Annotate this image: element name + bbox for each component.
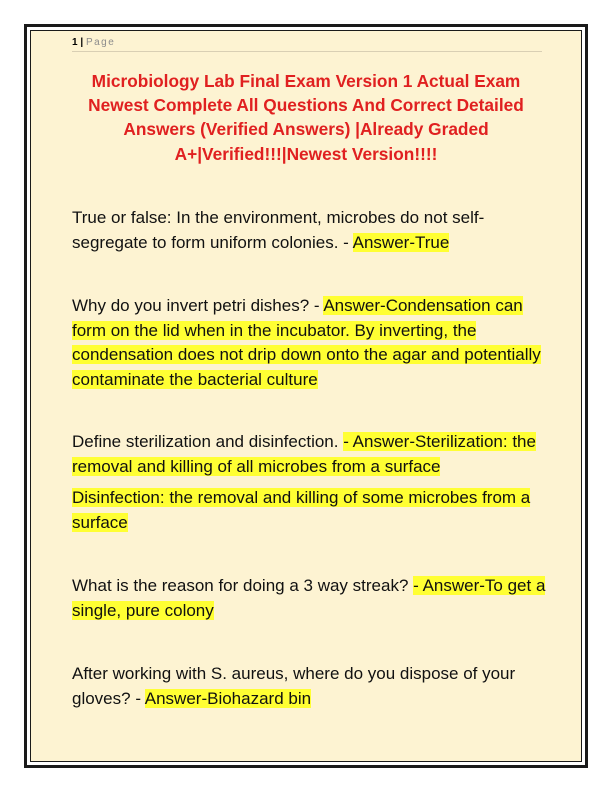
page-label: Page bbox=[85, 37, 116, 48]
question-text: Define sterilization and disinfection. bbox=[72, 432, 344, 451]
answer-text: Answer-Biohazard bin bbox=[144, 688, 312, 708]
answer-text: Answer-Condensation can form on the lid when in the incubator. By inverting, the condensation does not drip down onto the agar and potentially contaminate the bacterial culture bbox=[72, 296, 541, 389]
question-text: Why do you invert petri dishes? - bbox=[72, 296, 324, 315]
qa-item bbox=[72, 206, 548, 255]
document-title: Microbiology Lab Final Exam Version 1 Actual Exam Newest Complete All Questions And Correct Detailed Answers (Verified Answers) |Already Graded A+|Verified!!!|Newest Version!!!! bbox=[88, 71, 524, 164]
qa-item bbox=[72, 294, 548, 392]
qa-item bbox=[72, 574, 548, 623]
page-header bbox=[72, 36, 542, 52]
qa-item-continued bbox=[72, 486, 548, 535]
qa-item bbox=[72, 662, 548, 711]
answer-text: Answer-True bbox=[352, 232, 450, 252]
question-text: True or false: In the environment, microbes do not self-segregate to form uniform colonies. - bbox=[72, 208, 485, 252]
answer-text: - Answer-To get a single, pure colony bbox=[72, 576, 546, 620]
answer-text: Disinfection: the removal and killing of some microbes from a surface bbox=[72, 488, 531, 532]
question-text: What is the reason for doing a 3 way streak? bbox=[72, 576, 414, 595]
page-number: 1 bbox=[72, 37, 78, 48]
question-text: After working with S. aureus, where do you dispose of your gloves? - bbox=[72, 664, 516, 708]
header-separator: | bbox=[80, 37, 84, 48]
qa-item bbox=[72, 430, 548, 479]
answer-text: - Answer-Sterilization: the removal and killing of all microbes from a surface bbox=[72, 432, 536, 476]
